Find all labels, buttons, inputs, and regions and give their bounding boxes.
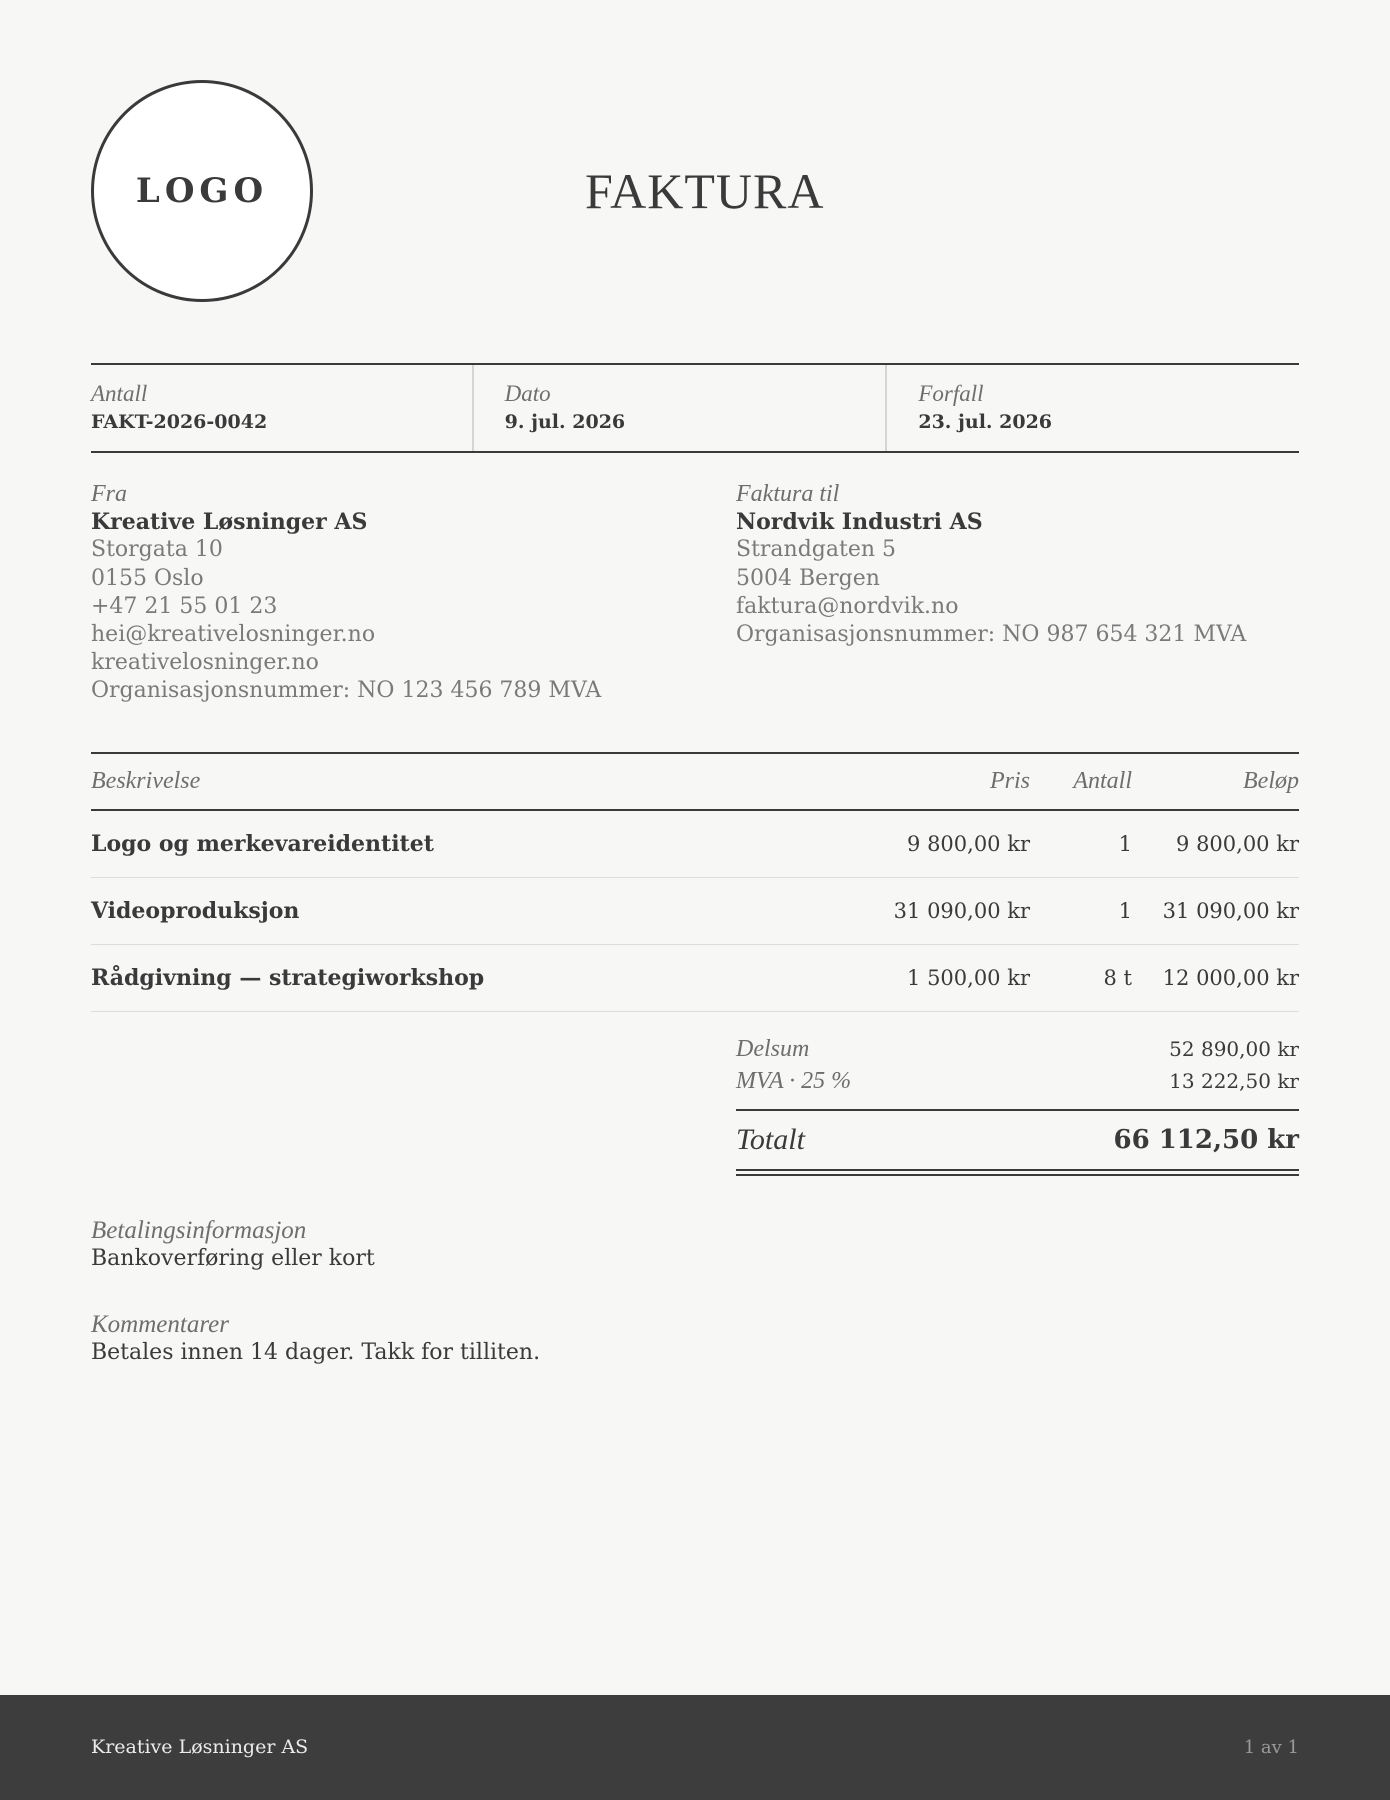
payment-info bbox=[91, 1217, 375, 1273]
vat-label: MVA · 25 % bbox=[736, 1067, 852, 1094]
sender-label: Fra bbox=[91, 481, 127, 507]
due-date-cell bbox=[885, 365, 1299, 451]
header-description: Beskrivelse bbox=[91, 768, 201, 794]
row-description: Logo og merkevareidentitet bbox=[91, 831, 434, 857]
sender-website: kreativelosninger.no bbox=[91, 650, 319, 676]
company-logo bbox=[91, 80, 313, 302]
sender-city: 0155 Oslo bbox=[91, 565, 204, 591]
invoice-date-cell bbox=[472, 365, 886, 451]
row-quantity: 1 bbox=[1118, 832, 1132, 856]
table-row bbox=[91, 945, 1299, 1012]
payment-text: Bankoverføring eller kort bbox=[91, 1246, 375, 1271]
row-amount: 12 000,00 kr bbox=[1162, 966, 1299, 990]
vat-value: 13 222,50 kr bbox=[1169, 1069, 1299, 1093]
page-footer bbox=[0, 1695, 1390, 1800]
recipient-city: 5004 Bergen bbox=[736, 565, 880, 591]
sender-org-number: Organisasjonsnummer: NO 123 456 789 MVA bbox=[91, 678, 602, 704]
due-date-label: Forfall bbox=[918, 381, 984, 406]
invoice-date-value: 9. jul. 2026 bbox=[504, 411, 626, 433]
sender-phone: +47 21 55 01 23 bbox=[91, 593, 278, 619]
page-number: 1 av 1 bbox=[1243, 1737, 1299, 1758]
header-amount: Beløp bbox=[1243, 768, 1299, 794]
recipient-street: Strandgaten 5 bbox=[736, 537, 897, 563]
sender-name: Kreative Løsninger AS bbox=[91, 509, 368, 536]
subtotal-value: 52 890,00 kr bbox=[1169, 1037, 1299, 1061]
recipient-block bbox=[736, 480, 1246, 649]
comments-label: Kommentarer bbox=[91, 1311, 229, 1338]
footer-company: Kreative Løsninger AS bbox=[91, 1736, 309, 1758]
sender-email: hei@kreativelosninger.no bbox=[91, 622, 376, 648]
vat-line bbox=[736, 1065, 1299, 1097]
row-price: 1 500,00 kr bbox=[907, 966, 1030, 990]
invoice-number-cell bbox=[91, 365, 472, 451]
logo-text: LOGO bbox=[135, 171, 269, 211]
totals-block bbox=[736, 1033, 1299, 1176]
row-description: Videoproduksjon bbox=[91, 898, 300, 924]
invoice-number-label: Antall bbox=[91, 381, 148, 406]
recipient-org-number: Organisasjonsnummer: NO 987 654 321 MVA bbox=[736, 622, 1247, 648]
payment-label: Betalingsinformasjon bbox=[91, 1217, 307, 1244]
row-quantity: 1 bbox=[1118, 899, 1132, 923]
sender-block bbox=[91, 480, 601, 706]
sender-street: Storgata 10 bbox=[91, 537, 223, 563]
comments bbox=[91, 1311, 540, 1367]
row-amount: 9 800,00 kr bbox=[1176, 832, 1299, 856]
row-description: Rådgivning — strategiworkshop bbox=[91, 965, 485, 991]
header-quantity: Antall bbox=[1073, 768, 1132, 794]
invoice-meta bbox=[91, 363, 1299, 453]
table-row bbox=[91, 878, 1299, 945]
table-row bbox=[91, 811, 1299, 878]
header-price: Pris bbox=[989, 768, 1030, 794]
invoice-number-value: FAKT-2026-0042 bbox=[91, 411, 268, 433]
recipient-label: Faktura til bbox=[736, 481, 840, 507]
row-price: 9 800,00 kr bbox=[907, 832, 1030, 856]
total-line bbox=[736, 1109, 1299, 1169]
subtotal-label: Delsum bbox=[736, 1035, 810, 1062]
total-value: 66 112,50 kr bbox=[1113, 1125, 1299, 1155]
subtotal-line bbox=[736, 1033, 1299, 1065]
line-items-table bbox=[91, 752, 1299, 1012]
comments-text: Betales innen 14 dager. Takk for tilliten. bbox=[91, 1340, 541, 1365]
row-price: 31 090,00 kr bbox=[893, 899, 1030, 923]
row-quantity: 8 t bbox=[1103, 966, 1132, 990]
document-title: FAKTURA bbox=[585, 163, 825, 219]
total-label: Totalt bbox=[736, 1123, 805, 1156]
table-header bbox=[91, 752, 1299, 811]
recipient-name: Nordvik Industri AS bbox=[736, 509, 983, 536]
recipient-email: faktura@nordvik.no bbox=[736, 593, 959, 619]
invoice-date-label: Dato bbox=[504, 381, 551, 406]
row-amount: 31 090,00 kr bbox=[1162, 899, 1299, 923]
total-double-rule bbox=[736, 1169, 1299, 1176]
due-date-value: 23. jul. 2026 bbox=[918, 411, 1053, 433]
